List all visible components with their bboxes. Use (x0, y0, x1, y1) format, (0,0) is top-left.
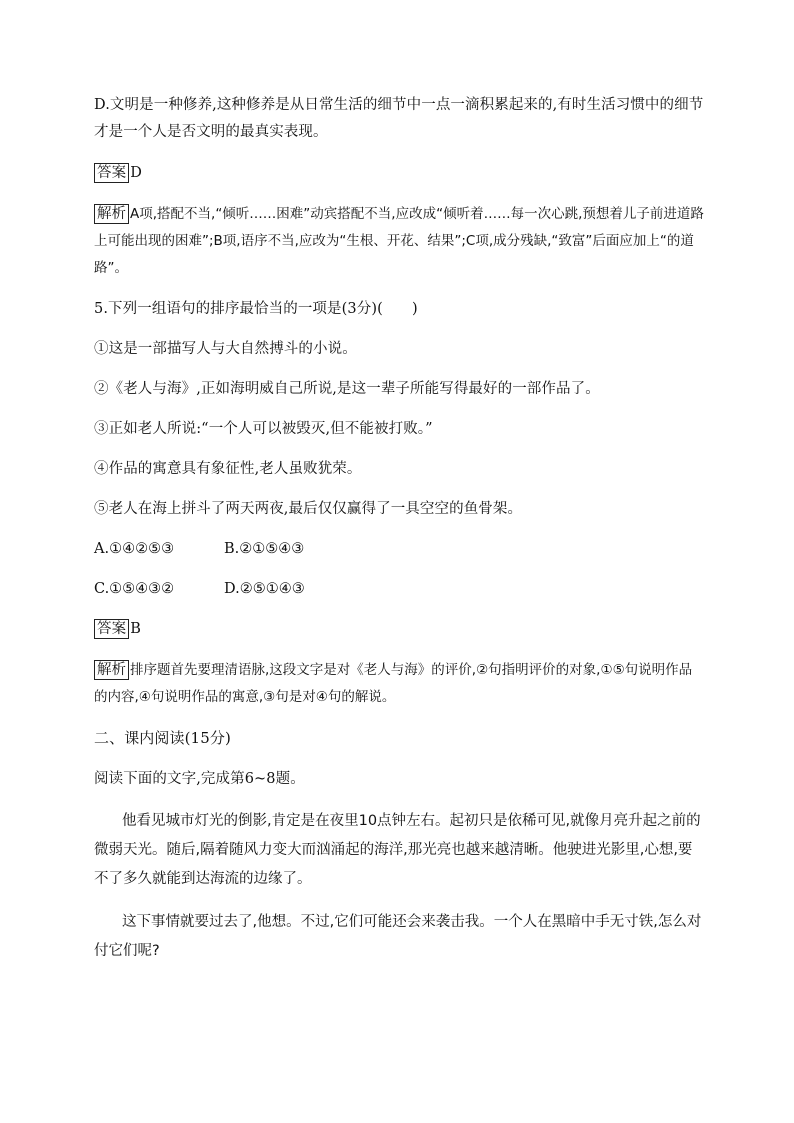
explain-label-box: 解析 (94, 660, 129, 680)
q5-option-b: B.②①⑤④③ (224, 541, 305, 557)
q5-option-d: D.②⑤①④③ (224, 581, 305, 597)
q4-explanation (94, 201, 704, 282)
q5-option-a: A.①④②⑤③ (94, 541, 175, 557)
q5-stem: 5.下列一组语句的排序最恰当的一项是(3分)( ) (94, 301, 418, 317)
q5-sentence-2: ②《老人与海》,正如海明威自己所说,是这一辈子所能写得最好的一部作品了。 (94, 381, 600, 397)
q5-explanation (94, 657, 704, 711)
reading-paragraph-1: 他看见城市灯光的倒影,肯定是在夜里10点钟左右。起初只是依稀可见,就像月亮升起之前的微弱天光。随后,隔着随风力变大而汹涌起的海洋,那光亮也越来越清晰。他驶进光影里,心想,要不了多久就能到达海流的边缘了。 (94, 813, 701, 887)
q5-answer (94, 616, 704, 643)
q5-sentence-5: ⑤老人在海上拼斗了两天两夜,最后仅仅赢得了一具空空的鱼骨架。 (94, 501, 523, 517)
reading-paragraph-2: 这下事情就要过去了,他想。不过,它们可能还会来袭击我。一个人在黑暗中手无寸铁,怎么对付它们呢? (94, 914, 702, 959)
answer-label-box: 答案 (94, 619, 129, 639)
q4-answer (94, 160, 704, 187)
answer-label-box: 答案 (94, 163, 129, 183)
q4-option-d: D.文明是一种修养,这种修养是从日常生活的细节中一点一滴积累起来的,有时生活习惯中的细节才是一个人是否文明的最真实表现。 (94, 97, 704, 140)
q4-answer-value: D (130, 165, 142, 181)
q5-sentence-1: ①这是一部描写人与大自然搏斗的小说。 (94, 341, 357, 357)
document-page (94, 92, 704, 966)
q5-options-row-1 (94, 536, 704, 563)
q5-sentence-4: ④作品的寓意具有象征性,老人虽败犹荣。 (94, 461, 362, 477)
q5-option-c: C.①⑤④③② (94, 581, 175, 597)
q5-options-row-2 (94, 576, 704, 603)
reading-instruction: 阅读下面的文字,完成第6~8题。 (94, 771, 305, 787)
q5-sentence-3: ③正如老人所说:“一个人可以被毁灭,但不能被打败。” (94, 421, 433, 437)
q4-explanation-text: A项,搭配不当,“倾听……困难”动宾搭配不当,应改成“倾听着……每一次心跳,预想着儿子前进道路上可能出现的困难”;B项,语序不当,应改为“生根、开花、结果”;C项,成分残缺,“致富”后面应加上“的道路”。 (94, 206, 704, 276)
explain-label-box: 解析 (94, 204, 129, 224)
q5-explanation-text: 排序题首先要理清语脉,这段文字是对《老人与海》的评价,②句指明评价的对象,①⑤句说明作品的内容,④句说明作品的寓意,③句是对④句的解说。 (94, 662, 693, 705)
section-heading: 二、课内阅读(15分) (94, 729, 231, 747)
q5-answer-value: B (130, 621, 141, 637)
